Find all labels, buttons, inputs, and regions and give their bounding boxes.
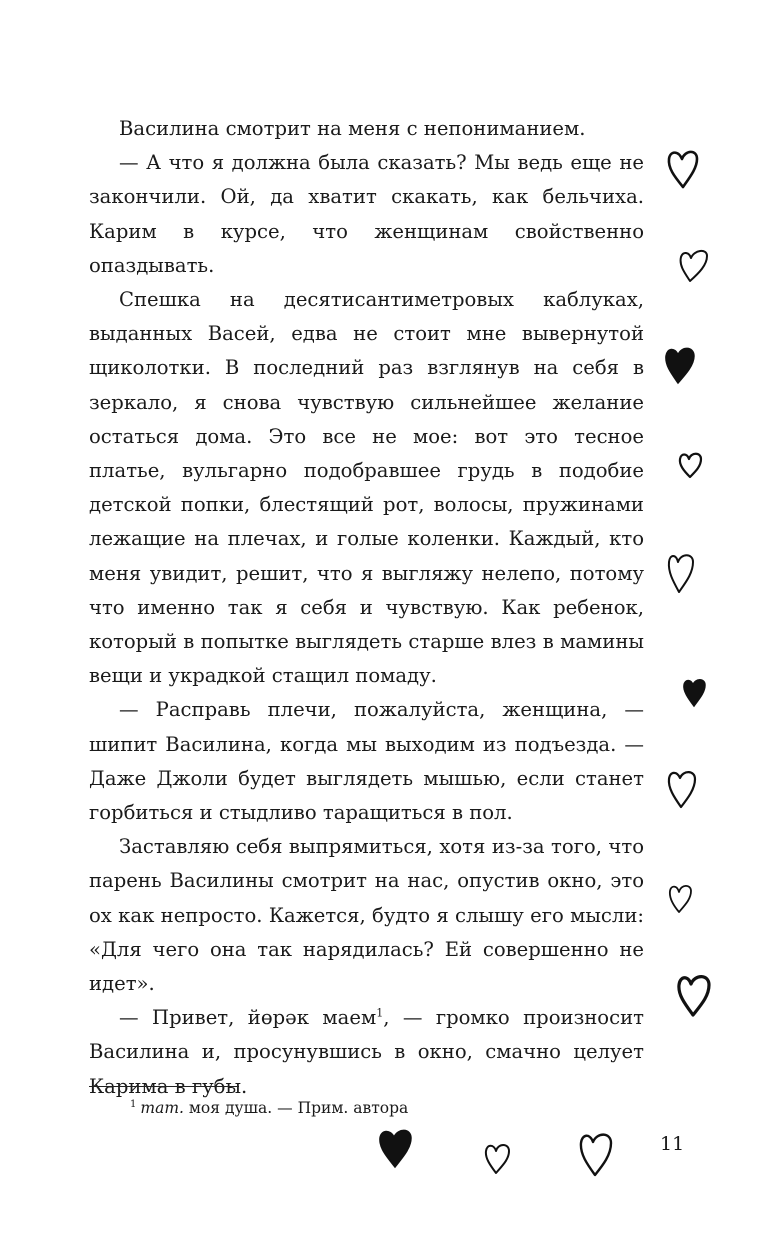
- heart-outline-icon: [578, 1128, 614, 1178]
- footnote-mark: 1: [130, 1099, 137, 1110]
- page-number: 11: [660, 1133, 685, 1155]
- page-body: [89, 112, 644, 1104]
- heart-filled-icon: [377, 1125, 413, 1169]
- paragraph-2: — А что я должна была сказать? Мы ведь еще не закончили. Ой, да хватит скакать, как бельчиха. Карим в курсе, что женщинам свойственно опаздывать.: [89, 151, 644, 277]
- footnote-divider: [89, 1086, 239, 1087]
- heart-outline-icon: [666, 549, 696, 595]
- paragraph-5: Заставляю себя выпрямиться, хотя из-за того, что парень Василины смотрит на нас, опустив окно, это ох как непросто. Кажется, будто я слышу его мысли: «Для чего она так нарядилась? Ей совершенно не идет».: [89, 835, 644, 996]
- heart-outline-icon: [666, 766, 698, 810]
- footnote-text: моя душа. — Прим. автора: [183, 1099, 409, 1118]
- paragraph-6-after: , — громко произносит Василина и, просунувшись в окно, смачно целует Карима в губы.: [89, 1006, 644, 1098]
- paragraph-3: Спешка на десятисантиметровых каблуках, выданных Васей, едва не стоит мне вывернутой щиколотки. В последний раз взглянув на себя в зеркало, я снова чувствую сильнейшее желание остаться дома. Это все не мое: вот это тесное платье, вульгарно подобравшее грудь в подобие детской попки, блестящий рот, волосы, пружинами лежащие на плечах, и голые коленки. Каждый, кто меня увидит, решит, что я выгляжу нелепо, потому что именно так я себя и чувствую. Как ребенок, который в попытке выглядеть старше влез в мамины вещи и украдкой стащил помаду.: [89, 288, 644, 688]
- heart-outline-icon: [676, 970, 712, 1018]
- footnote-reference[interactable]: 1: [376, 1006, 384, 1020]
- heart-outline-icon: [483, 1141, 511, 1175]
- footnote: [130, 1093, 408, 1120]
- paragraph-4: — Расправь плечи, пожалуйста, женщина, — шипит Василина, когда мы выходим из подъезда. — Даже Джоли будет выглядеть мышью, если станет горбиться и стыдливо таращиться в пол.: [89, 698, 644, 825]
- paragraph-1: Василина смотрит на меня с непониманием.: [119, 117, 586, 140]
- heart-outline-icon: [678, 246, 710, 284]
- heart-filled-icon: [664, 343, 696, 385]
- heart-outline-icon: [677, 451, 703, 479]
- heart-filled-icon: [681, 676, 707, 708]
- heart-outline-icon: [667, 882, 693, 914]
- footnote-abbr: тат.: [140, 1099, 184, 1118]
- heart-outline-icon: [666, 146, 700, 190]
- paragraph-6-before: — Привет, йөрәк маем: [119, 1006, 377, 1030]
- paragraph-6: [89, 1001, 644, 1104]
